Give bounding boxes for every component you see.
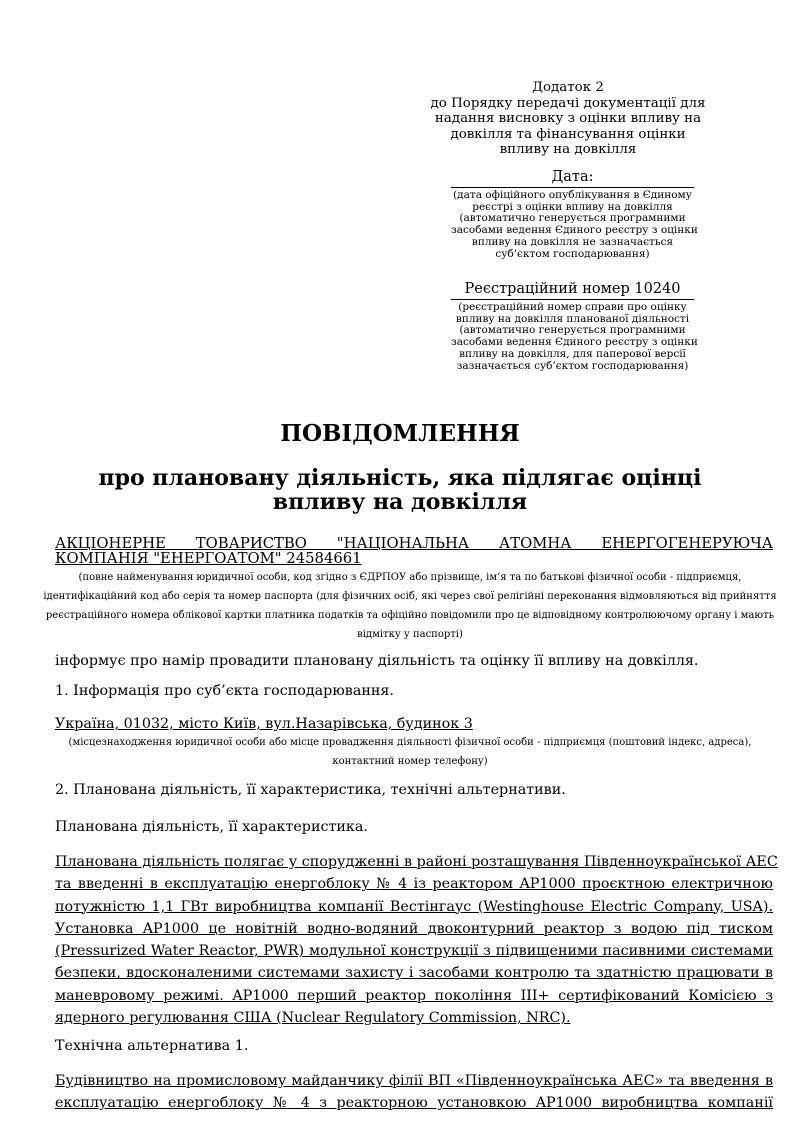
registration-hint-line: впливу на довкілля, для паперової версії xyxy=(459,347,686,360)
subtitle-line: про плановану діяльність, яка підлягає оцінці xyxy=(98,465,702,491)
date-hint-line: (дата офіційного опублікування в Єдиному xyxy=(453,189,692,201)
registration-field xyxy=(451,281,698,372)
date-hint-line: впливу на довкілля не зазначається xyxy=(471,235,674,248)
alternative-1-paragraph xyxy=(55,1070,773,1115)
company-note-line: реєстраційного номера облікової картки платника податків та офіційно повідомили про це відповідному контролюючому органу і мають xyxy=(45,610,775,621)
company-name-line: АКЦІОНЕРНЕ ТОВАРИСТВО "НАЦІОНАЛЬНА АТОМНА ЕНЕРГОГЕНЕРУЮЧА xyxy=(55,535,773,552)
appendix-line: Додаток 2 xyxy=(532,80,604,95)
date-hint-line: (автоматично генерується програмними xyxy=(459,212,686,225)
address-note-line: (місцезнаходження юридичної особи або місце провадження діяльності фізичної особи - підприємця (поштовий індекс, адреса), xyxy=(68,737,752,748)
registration-hint xyxy=(451,301,698,372)
paragraph-line: (Pressurized Water Reactor, PWR) модульної конструкції з підвищеними пасивними системами xyxy=(55,943,773,960)
appendix-line: до Порядку передачі документації для xyxy=(430,95,706,111)
planned-activity-paragraph xyxy=(55,851,778,1029)
registration-hint-line: впливу на довкілля планованої діяльності xyxy=(455,312,690,325)
date-hint xyxy=(451,189,698,260)
section-1-heading: 1. Інформація про суб’єкта господарювання. xyxy=(55,683,394,699)
appendix-line: надання висновку з оцінки впливу на xyxy=(434,111,702,126)
alternative-1-heading: Технічна альтернатива 1. xyxy=(55,1038,249,1054)
document-subtitle xyxy=(60,466,740,514)
date-field xyxy=(451,169,698,260)
company-note-line: (повне найменування юридичної особи, код згідно з ЄДРПОУ або прізвище, ім’я та по батькові фізичної особи - підприємця, xyxy=(78,572,742,583)
registration-hint-line: (автоматично генерується програмними xyxy=(459,324,686,337)
paragraph-line: та введенні в експлуатацію енергоблоку № 4 із реактором AP1000 проєктною електричною xyxy=(55,876,773,893)
paragraph-line: ядерного регулювання США (Nuclear Regulatory Commission, NRC). xyxy=(55,1010,571,1027)
appendix-line: впливу на довкілля xyxy=(499,142,637,157)
company-note xyxy=(30,568,790,644)
date-hint-line: суб’єктом господарювання) xyxy=(495,247,650,260)
company-note-line: ідентифікаційний код або серія та номер паспорта (для фізичних осіб, які через свої релігійні переконання відмовляються від прийняття xyxy=(43,591,777,602)
date-label: Дата: xyxy=(451,169,694,188)
registration-hint-line: зазначається суб’єктом господарювання) xyxy=(456,359,689,372)
company-name xyxy=(55,536,773,566)
date-hint-line: засобами ведення Єдиного реєстру з оцінки xyxy=(451,224,698,237)
company-name-line: КОМПАНІЯ "ЕНЕРГОАТОМ" 24584661 xyxy=(55,550,362,567)
registration-hint-line: (реєстраційний номер справи про оцінку xyxy=(458,301,687,313)
paragraph-line: безпеки, вдосконаленими системами захисту і засобами контролю та здатністю працювати в xyxy=(55,965,773,982)
registration-number: Реєстраційний номер 10240 xyxy=(451,281,694,300)
planned-activity-heading: Планована діяльність, її характеристика. xyxy=(55,819,368,835)
paragraph-line: маневровому режимі. AP1000 перший реактор покоління III+ сертифікований Комісією з xyxy=(55,987,773,1004)
section-2-heading: 2. Планована діяльність, її характеристика, технічні альтернативи. xyxy=(55,782,566,798)
informs-text: інформує про намір провадити плановану діяльність та оцінку її впливу на довкілля. xyxy=(55,653,699,669)
company-note-line: відмітку у паспорті) xyxy=(357,629,463,640)
paragraph-line: потужністю 1,1 ГВт виробництва компанії Вестінгаус (Westinghouse Electric Company, USA). xyxy=(55,898,773,915)
address: Україна, 01032, місто Київ, вул.Назарівська, будинок 3 xyxy=(55,716,473,732)
registration-hint-line: засобами ведення Єдиного реєстру з оцінки xyxy=(451,336,698,349)
address-note xyxy=(30,733,790,771)
subtitle-line: впливу на довкілля xyxy=(272,489,528,515)
address-note-line: контактний номер телефону) xyxy=(332,756,488,767)
document-title: ПОВІДОМЛЕННЯ xyxy=(280,420,520,447)
paragraph-line: Установка AP1000 це новітній водно-водяний двоконтурний реактор з водою під тиском xyxy=(55,920,773,937)
paragraph-line: Планована діяльність полягає у спорудженні в районі розташування Південноукраїнської АЕС xyxy=(55,854,778,870)
paragraph-line: експлуатацію енергоблоку № 4 з реакторною установкою AP1000 виробництва компанії xyxy=(55,1095,773,1112)
appendix-line: довкілля та фінансування оцінки xyxy=(450,126,686,142)
date-hint-line: реєстрі з оцінки впливу на довкілля xyxy=(472,200,673,213)
paragraph-line: Будівництво на промисловому майданчику філії ВП «Південноукраїнська АЕС» та введення в xyxy=(55,1073,773,1089)
appendix-header xyxy=(412,80,724,158)
